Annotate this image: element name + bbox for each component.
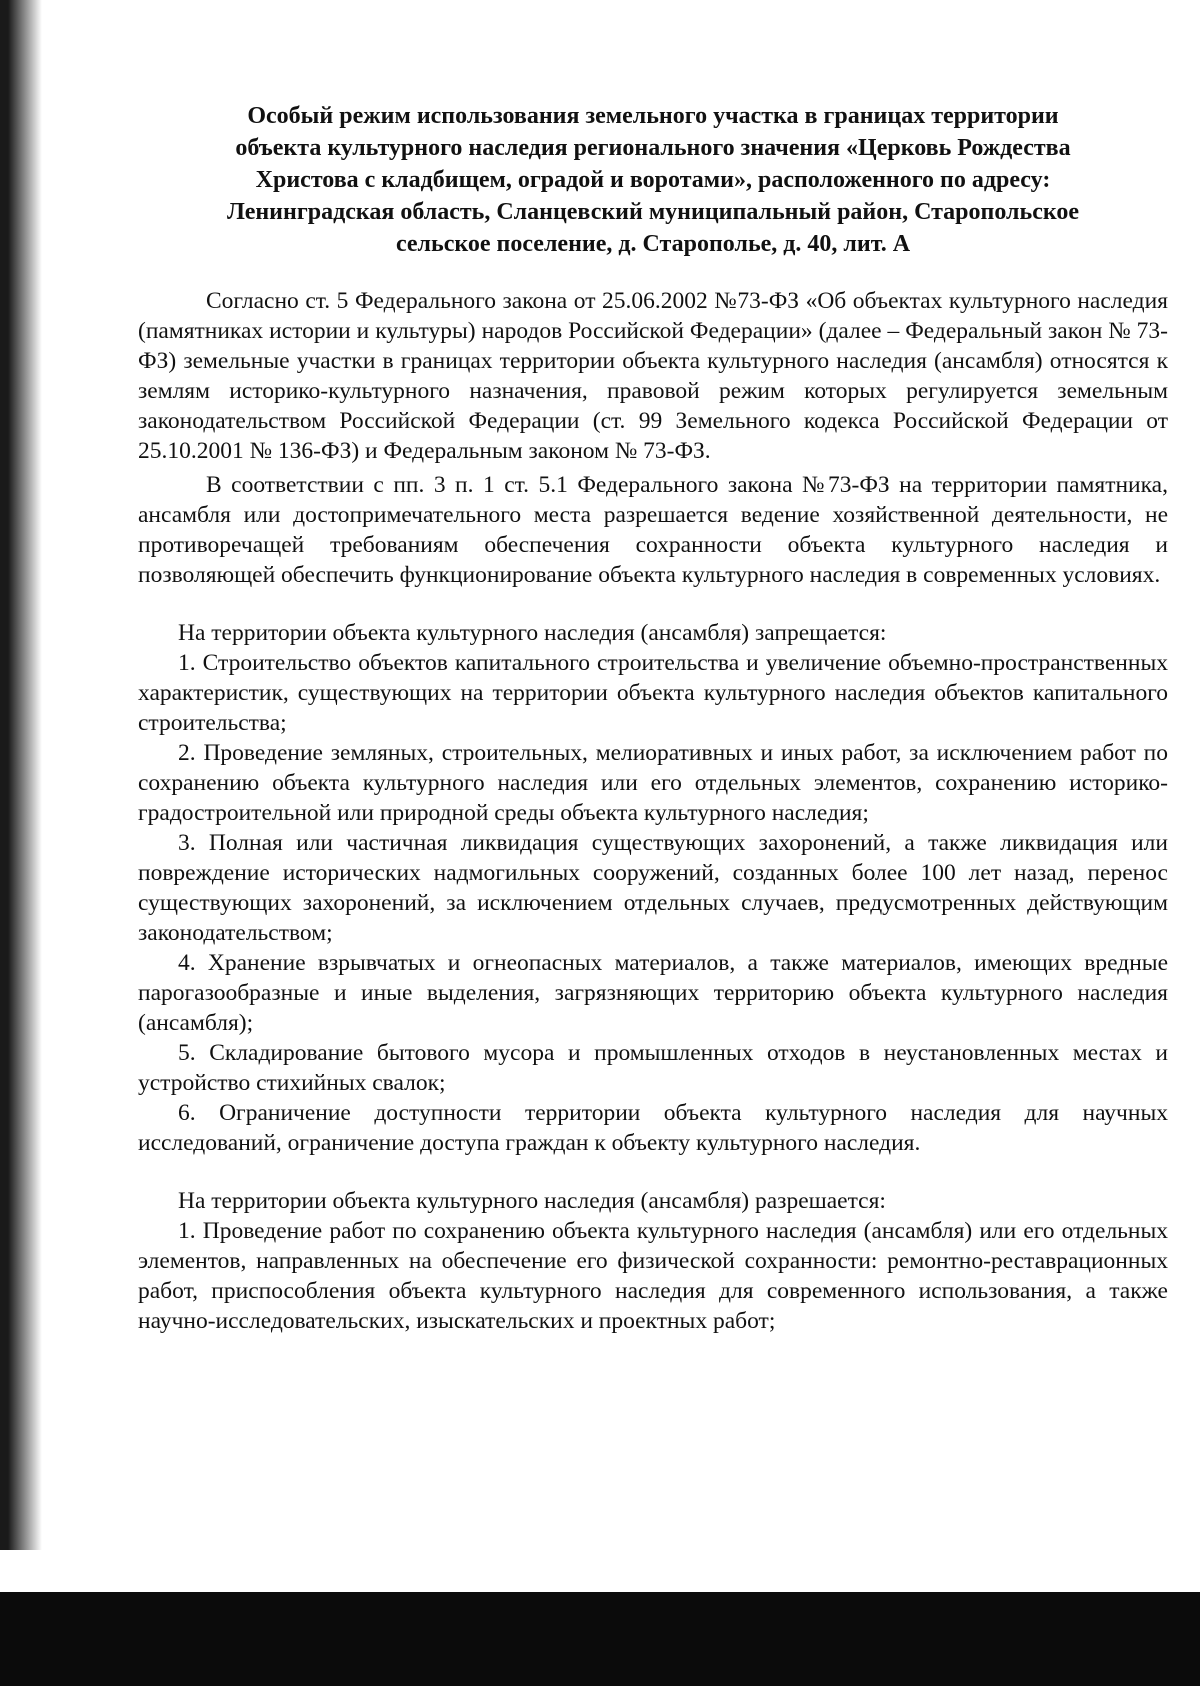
intro-paragraph-law-reference: Согласно ст. 5 Федерального закона от 25.06.2002 №73-ФЗ «Об объектах культурного наследия (памятниках истории и культуры) народов Российской Федерации» (далее – Федеральный закон № 73-ФЗ) земельные участки в границах территории объекта культурного наследия (ансамбля) относятся к землям историко-культурного назначения, правовой режим которых регулируется земельным законодательством Российской Федерации (ст. 99 Земельного кодекса Российской Федерации от 25.10.2001 № 136-ФЗ) и Федеральным законом № 73-ФЗ. — [138, 288, 1168, 464]
title-line: сельское поселение, д. Старополье, д. 40, лит. А — [395, 231, 911, 257]
permitted-item: 1. Проведение работ по сохранению объекта культурного наследия (ансамбля) или его отдельных элементов, направленных на обеспечение его физической сохранности: ремонтно-реставрационных работ, приспособления объекта культурного наследия для современного использования, а также научно-исследовательских, изыскательских и проектных работ; — [138, 1218, 1168, 1334]
document-body — [138, 100, 1168, 1336]
permitted-heading: На территории объекта культурного наследия (ансамбля) разрешается: — [178, 1188, 886, 1214]
scan-left-edge — [0, 0, 42, 1550]
title-line: Ленинградская область, Сланцевский муниципальный район, Старопольское — [226, 199, 1080, 225]
intro-paragraph-economic-activity: В соответствии с пп. 3 п. 1 ст. 5.1 Федерального закона №73-ФЗ на территории памятника, ансамбля или достопримечательного места разрешается ведение хозяйственной деятельности, не противоречащей требованиям обеспечения сохранности объекта культурного наследия и позволяющей обеспечить функционирование объекта культурного наследия в современных условиях. — [138, 472, 1168, 588]
title-line: объекта культурного наследия регионального значения «Церковь Рождества — [235, 135, 1071, 161]
prohibited-item: 5. Складирование бытового мусора и промышленных отходов в неустановленных местах и устройство стихийных свалок; — [138, 1040, 1168, 1096]
prohibited-item: 2. Проведение земляных, строительных, мелиоративных и иных работ, за исключением работ по сохранению объекта культурного наследия или его отдельных элементов, сохранению историко-градостроительной или природной среды объекта культурного наследия; — [138, 740, 1168, 826]
prohibited-item: 4. Хранение взрывчатых и огнеопасных материалов, а также материалов, имеющих вредные парогазообразные и иные выделения, загрязняющих территорию объекта культурного наследия (ансамбля); — [138, 950, 1168, 1036]
permitted-section — [138, 1186, 1168, 1336]
title-line: Христова с кладбищем, оградой и воротами», расположенного по адресу: — [255, 167, 1051, 193]
document-title — [138, 100, 1168, 260]
title-line: Особый режим использования земельного участка в границах территории — [247, 103, 1059, 129]
prohibited-item: 6. Ограничение доступности территории объекта культурного наследия для научных исследований, ограничение доступа граждан к объекту культурного наследия. — [138, 1100, 1168, 1156]
prohibited-item: 1. Строительство объектов капитального строительства и увеличение объемно-пространственных характеристик, существующих на территории объекта культурного наследия объектов капитального строительства; — [138, 650, 1168, 736]
prohibited-heading: На территории объекта культурного наследия (ансамбля) запрещается: — [178, 620, 887, 646]
scan-bottom-edge — [0, 1592, 1200, 1686]
prohibited-item: 3. Полная или частичная ликвидация существующих захоронений, а также ликвидация или повреждение исторических надмогильных сооружений, созданных более 100 лет назад, перенос существующих захоронений, за исключением отдельных случаев, предусмотренных действующим законодательством; — [138, 830, 1168, 946]
prohibited-section — [138, 618, 1168, 1158]
